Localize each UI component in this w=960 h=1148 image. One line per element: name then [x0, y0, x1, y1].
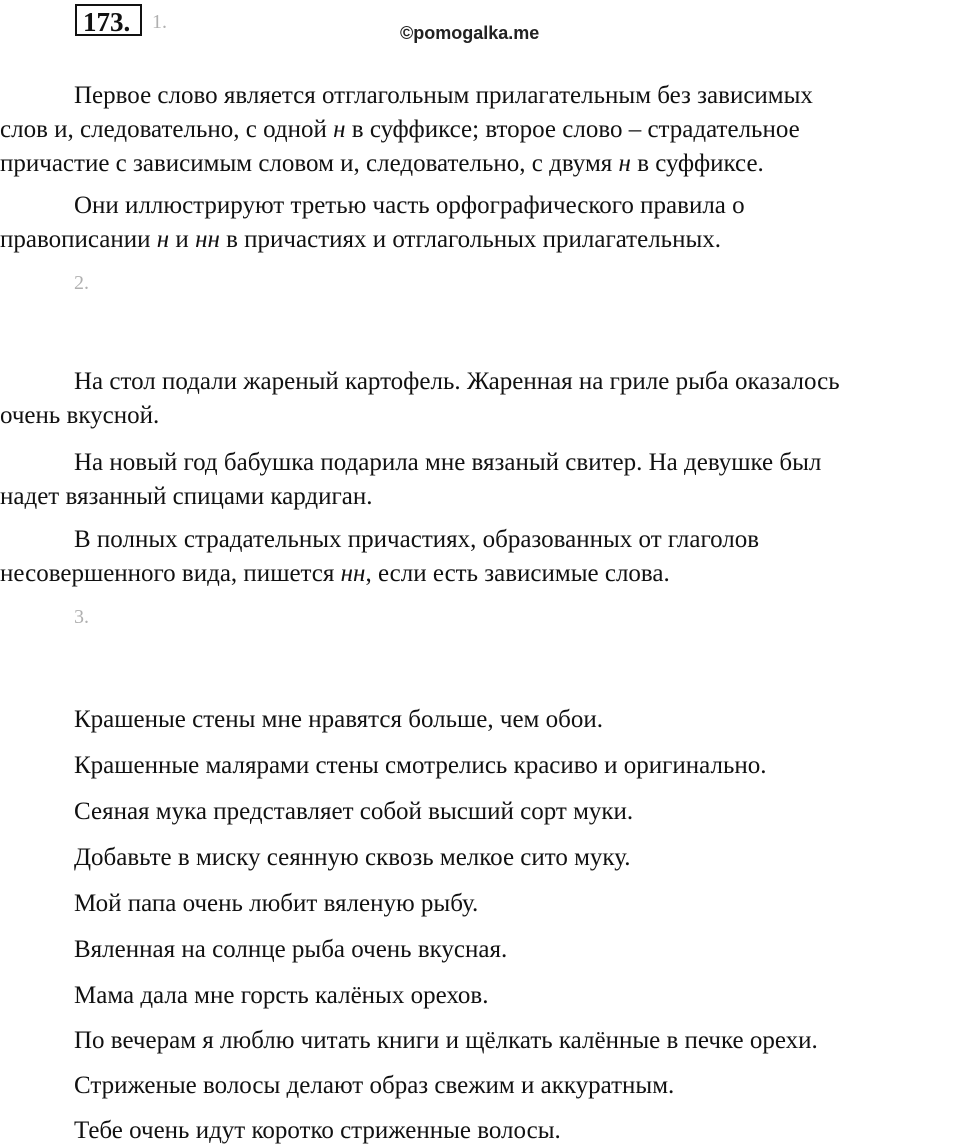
- paragraph-line: правописании н и нн в причастиях и отглагольных прилагательных.: [0, 226, 721, 253]
- paragraph: [0, 523, 960, 591]
- sentence: Мой папа очень любит вяленую рыбу.: [74, 890, 479, 917]
- watermark: ©pomogalka.me: [400, 23, 540, 43]
- sentence: Сеяная мука представляет собой высший сорт муки.: [74, 798, 634, 825]
- paragraph-line: надет вязанный спицами кардиган.: [0, 483, 373, 510]
- paragraph: [0, 446, 960, 514]
- paragraph-line: На новый год бабушка подарила мне вязаный свитер. На девушке был: [74, 449, 822, 476]
- paragraph-line: Они иллюстрируют третью часть орфографического правила о: [74, 192, 745, 219]
- sentence: Мама дала мне горсть калёных орехов.: [74, 982, 489, 1009]
- section-marker-1: 1.: [152, 11, 167, 33]
- sentence: Крашенные малярами стены смотрелись красиво и оригинально.: [74, 752, 767, 779]
- sentence: Стриженые волосы делают образ свежим и аккуратным.: [74, 1072, 675, 1099]
- paragraph-line: слов и, следовательно, с одной н в суффиксе; второе слово – страдательное: [0, 116, 800, 143]
- sentence: Добавьте в миску сеянную сквозь мелкое сито муку.: [74, 844, 631, 871]
- paragraph-line: очень вкусной.: [0, 402, 160, 429]
- section-marker-2: 2.: [74, 272, 89, 294]
- italic-letter: нн: [195, 226, 220, 253]
- sentence: Тебе очень идут коротко стриженные волосы.: [74, 1117, 561, 1144]
- paragraph-line: Первое слово является отглагольным прилагательным без зависимых: [74, 82, 813, 109]
- paragraph: [0, 79, 960, 181]
- sentence: Крашеные стены мне нравятся больше, чем обои.: [74, 706, 603, 733]
- italic-letter: н: [333, 116, 346, 143]
- italic-letter: н: [156, 226, 170, 253]
- paragraph-line: На стол подали жареный картофель. Жаренная на гриле рыба оказалось: [74, 368, 840, 395]
- task-number: 173.: [83, 7, 131, 37]
- sentence: По вечерам я люблю читать книги и щёлкать калённые в печке орехи.: [74, 1027, 818, 1054]
- task-number-box: [75, 4, 142, 36]
- paragraph: [0, 365, 960, 433]
- italic-letter: н: [618, 150, 631, 177]
- italic-letter: нн: [340, 560, 366, 587]
- paragraph-line: несовершенного вида, пишется нн, если есть зависимые слова.: [0, 560, 670, 587]
- paragraph-line: причастие с зависимым словом и, следовательно, с двумя н в суффиксе.: [0, 150, 764, 177]
- section-marker-3: 3.: [74, 606, 89, 628]
- paragraph-line: В полных страдательных причастиях, образованных от глаголов: [74, 526, 760, 553]
- sentence: Вяленная на солнце рыба очень вкусная.: [74, 936, 508, 963]
- paragraph: [0, 189, 960, 257]
